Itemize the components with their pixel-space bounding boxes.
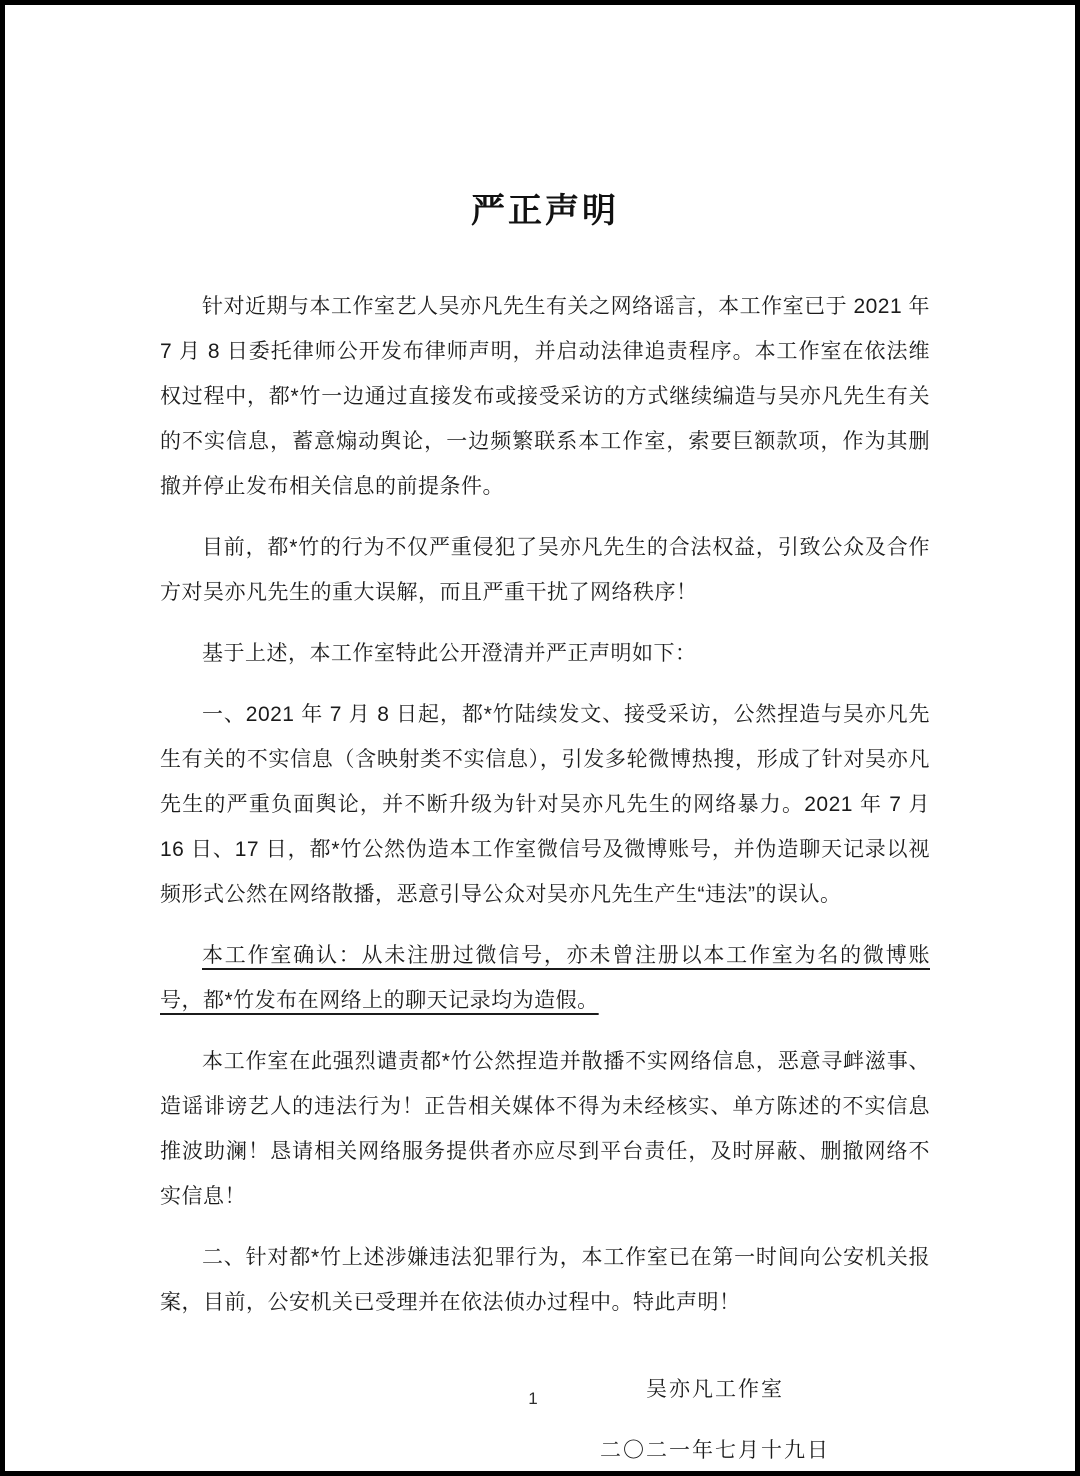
paragraph-confirmation-underlined: 本工作室确认：从未注册过微信号，亦未曾注册以本工作室为名的微博账号，都*竹发布在网络上的聊天记录均为造假。 bbox=[160, 944, 930, 1012]
page-title: 严正声明 bbox=[471, 192, 619, 230]
signature-block bbox=[550, 1367, 880, 1473]
paragraph-current-harm: 目前，都*竹的行为不仅严重侵犯了吴亦凡先生的合法权益，引致公众及合作方对吴亦凡先生的重大误解，而且严重干扰了网络秩序！ bbox=[160, 536, 930, 604]
paragraph-item-two: 二、针对都*竹上述涉嫌违法犯罪行为，本工作室已在第一时间向公安机关报案，目前，公安机关已受理并在依法侦办过程中。特此声明！ bbox=[160, 1246, 930, 1314]
page-number: 1 bbox=[528, 1389, 538, 1408]
paragraph-condemnation: 本工作室在此强烈谴责都*竹公然捏造并散播不实网络信息，恶意寻衅滋事、造谣诽谤艺人的违法行为！正告相关媒体不得为未经核实、单方陈述的不实信息推波助澜！恳请相关网络服务提供者亦应尽到平台责任，及时屏蔽、删撤网络不实信息！ bbox=[160, 1050, 930, 1208]
signature-studio-name: 吴亦凡工作室 bbox=[646, 1378, 784, 1401]
paragraph-item-one: 一、2021 年 7 月 8 日起，都*竹陆续发文、接受采访，公然捏造与吴亦凡先生有关的不实信息（含映射类不实信息），引发多轮微博热搜，形成了针对吴亦凡先生的严重负面舆论，并不断升级为针对吴亦凡先生的网络暴力。2021 年 7 月 16 日、17 日，都*竹公然伪造本工作室微信号及微博账号，并伪造聊天记录以视频形式公然在网络散播，恶意引导公众对吴亦凡先生产生“违法”的误认。 bbox=[160, 703, 930, 906]
paragraph-declaration-lead: 基于上述，本工作室特此公开澄清并严正声明如下： bbox=[202, 642, 697, 665]
paragraph-intro: 针对近期与本工作室艺人吴亦凡先生有关之网络谣言，本工作室已于 2021 年 7 月 8 日委托律师公开发布律师声明，并启动法律追责程序。本工作室在依法维权过程中，都*竹一边通过直接发布或接受采访的方式继续编造与吴亦凡先生有关的不实信息，蓄意煽动舆论，一边频繁联系本工作室，索要巨额款项，作为其删撤并停止发布相关信息的前提条件。 bbox=[160, 295, 930, 498]
signature-date: 二〇二一年七月十九日 bbox=[600, 1439, 830, 1462]
